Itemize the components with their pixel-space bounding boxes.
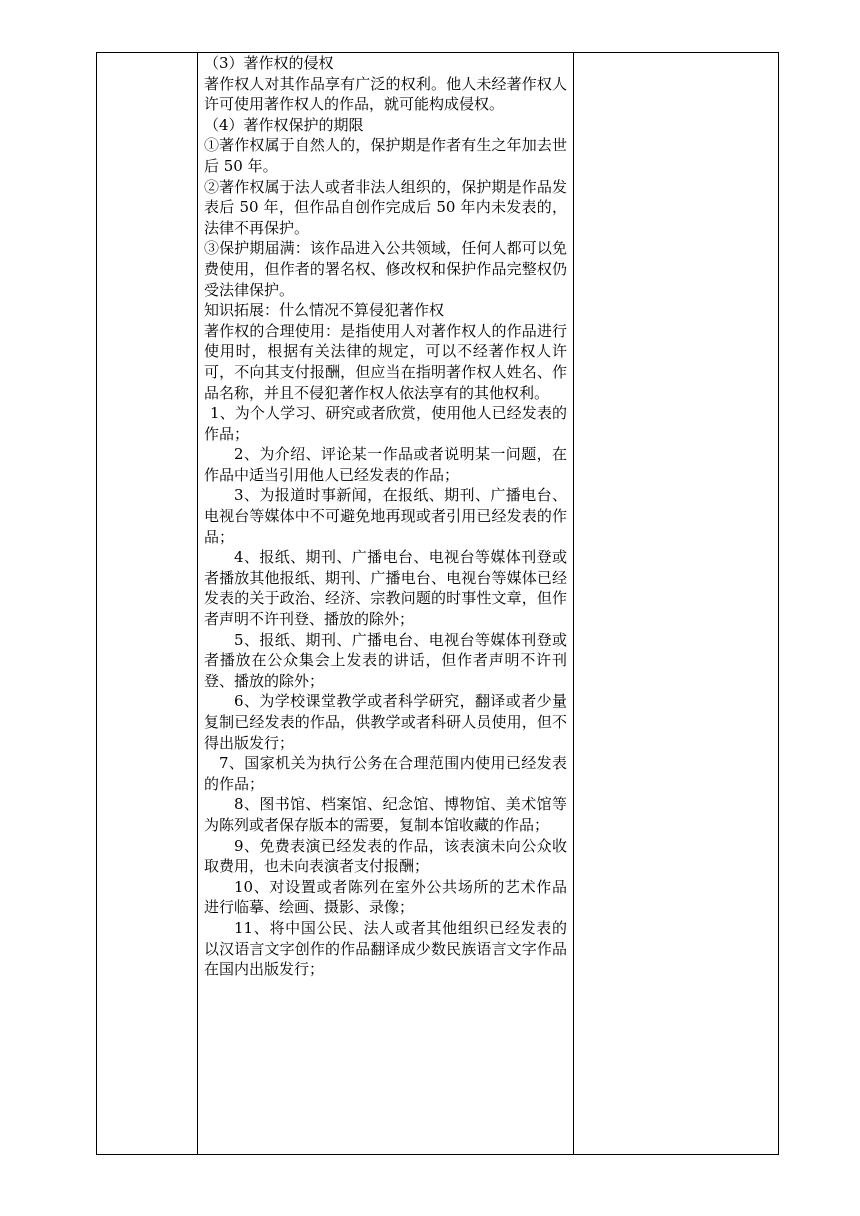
list-item-10: 10、对设置或者陈列在室外公共场所的艺术作品进行临摹、绘画、摄影、录像； [204,877,567,917]
left-cell [97,53,198,1155]
list-item-9: 9、免费表演已经发表的作品，该表演未向公众收取费用，也未向表演者支付报酬； [204,836,567,876]
list-item-7: 7、国家机关为执行公务在合理范围内使用已经发表的作品； [204,754,567,793]
content-cell [198,53,574,1155]
list-item-5: 5、报纸、期刊、广播电台、电视台等媒体刊登或者播放在公众集会上发表的讲话，但作者声明不许刊登、播放的除外； [204,630,567,690]
paragraph-term-legal-person: ②著作权属于法人或者非法人组织的，保护期是作品发表后 50 年，但作品自创作完成后 50 年内未发表的，法律不再保护。 [204,177,567,237]
right-cell [574,53,779,1155]
paragraph-term-natural-person: ①著作权属于自然人的，保护期是作者有生之年加去世后 50 年。 [204,136,567,175]
heading-protection-term: （4）著作权保护的期限 [204,115,364,134]
list-item-6: 6、为学校课堂教学或者科学研究，翻译或者少量复制已经发表的作品，供教学或者科研人员使用，但不得出版发行； [204,692,567,752]
heading-knowledge-extension: 知识拓展：什么情况不算侵犯著作权 [204,301,445,320]
list-item-4: 4、报纸、期刊、广播电台、电视台等媒体刊登或者播放其他报纸、期刊、广播电台、电视台等媒体已经发表的关于政治、经济、宗教问题的时事性文章，但作者声明不许刊登、播放的除外； [204,548,567,629]
lesson-table [96,52,779,1155]
heading-infringement: （3）著作权的侵权 [204,54,334,72]
paragraph-term-expiry: ③保护期届满：该作品进入公共领域，任何人都可以免费使用，但作者的署名权、修改权和保护作品完整权仍受法律保护。 [204,239,567,299]
list-item-11: 11、将中国公民、法人或者其他组织已经发表的以汉语言文字创作的作品翻译成少数民族语言文字作品在国内出版发行； [204,918,567,979]
paragraph-fair-use: 著作权的合理使用：是指使用人对著作权人的作品进行使用时，根据有关法律的规定，可以不经著作权人许可，不向其支付报酬，但应当在指明著作权人姓名、作品名称，并且不侵犯著作权人依法享有的其他权利。 [204,321,567,402]
paragraph-infringement: 著作权人对其作品享有广泛的权利。他人未经著作权人许可使用著作权人的作品，就可能构成侵权。 [204,74,567,114]
list-item-8: 8、图书馆、档案馆、纪念馆、博物馆、美术馆等为陈列或者保存版本的需要，复制本馆收藏的作品； [204,795,567,834]
list-item-2: 2、为介绍、评论某一作品或者说明某一问题，在作品中适当引用他人已经发表的作品； [204,445,567,484]
table-row [97,53,779,1155]
content-body [198,53,573,980]
list-item-1: 1、为个人学习、研究或者欣赏，使用他人已经发表的作品； [204,404,567,443]
list-item-3: 3、为报道时事新闻，在报纸、期刊、广播电台、电视台等媒体中不可避免地再现或者引用已经发表的作品； [204,486,567,546]
